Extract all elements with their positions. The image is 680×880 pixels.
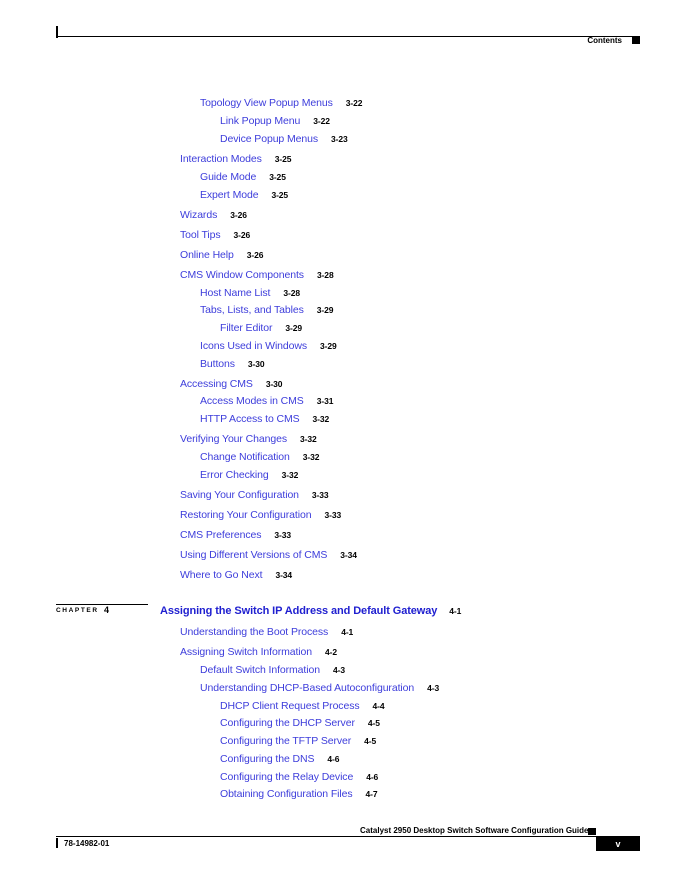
toc-entry-title: Verifying Your Changes xyxy=(180,433,287,445)
toc-entry-title: Wizards xyxy=(180,209,218,221)
toc-entry-page: 3-34 xyxy=(275,570,293,580)
toc-entry-page: 3-25 xyxy=(269,172,286,182)
chapter-rule xyxy=(56,604,148,605)
toc-entry-page: 4-5 xyxy=(367,718,380,728)
toc-entry-page: 3-32 xyxy=(302,452,320,462)
toc-entry-title: Filter Editor xyxy=(220,322,273,334)
toc-entry[interactable] xyxy=(180,229,250,241)
toc-entry-title: CMS Preferences xyxy=(180,529,262,541)
toc-entry[interactable] xyxy=(200,358,265,370)
toc-entry-page: 3-28 xyxy=(283,288,300,298)
toc-entry[interactable] xyxy=(180,269,334,281)
toc-entry-page: 3-22 xyxy=(313,116,330,126)
toc-entry-page: 3-30 xyxy=(265,379,283,389)
toc-entry-page: 3-26 xyxy=(230,210,247,220)
toc-entry-title: Understanding DHCP-Based Autoconfiguration xyxy=(200,682,415,694)
toc-entry-title: Interaction Modes xyxy=(180,153,262,165)
toc-entry-page: 4-4 xyxy=(372,701,385,711)
toc-entry-title: DHCP Client Request Process xyxy=(220,700,360,712)
toc-entry-page: 4-5 xyxy=(364,736,377,746)
toc-entry[interactable] xyxy=(200,469,298,481)
toc-entry[interactable] xyxy=(200,395,333,407)
toc-entry-page: 3-33 xyxy=(324,510,342,520)
toc-entry-title: Buttons xyxy=(200,358,235,370)
footer-doc-id: 78-14982-01 xyxy=(64,839,110,848)
toc-entry-page: 3-32 xyxy=(281,470,299,480)
toc-entry-page: 3-23 xyxy=(331,134,348,144)
toc-entry[interactable] xyxy=(220,133,348,145)
toc-entry-page: 3-29 xyxy=(320,341,337,351)
toc-entry-page: 4-3 xyxy=(332,665,345,675)
toc-entry-title: HTTP Access to CMS xyxy=(200,413,300,425)
toc-entry-page: 4-3 xyxy=(427,683,440,693)
toc-entry[interactable] xyxy=(200,664,345,676)
toc-entry-title: Where to Go Next xyxy=(180,569,263,581)
chapter-title-link[interactable] xyxy=(160,605,461,617)
footer-rule xyxy=(56,836,640,837)
toc-entry[interactable] xyxy=(200,682,439,694)
toc-entry[interactable] xyxy=(220,753,339,765)
toc-entry-title: Assigning Switch Information xyxy=(180,646,313,658)
chapter-page-number: 4-1 xyxy=(449,606,462,616)
toc-entry[interactable] xyxy=(220,735,376,747)
toc-entry-page: 3-31 xyxy=(316,396,334,406)
toc-entry[interactable] xyxy=(180,249,263,261)
toc-entry-page: 3-33 xyxy=(274,530,291,540)
toc-entry[interactable] xyxy=(180,378,282,390)
toc-entry-title: Guide Mode xyxy=(200,171,257,183)
toc-entry-page: 4-7 xyxy=(365,789,378,799)
toc-entry-title: Expert Mode xyxy=(200,189,259,201)
chapter-label: CHAPTER xyxy=(56,607,99,614)
toc-entry-page: 3-33 xyxy=(311,490,329,500)
toc-entry[interactable] xyxy=(200,413,329,425)
toc-entry-page: 3-28 xyxy=(316,270,334,280)
header-label: Contents xyxy=(587,36,622,45)
toc-entry-page: 4-2 xyxy=(325,647,338,657)
toc-entry[interactable] xyxy=(200,340,337,352)
toc-entry-title: Default Switch Information xyxy=(200,664,320,676)
toc-entry-page: 3-29 xyxy=(316,305,334,315)
toc-entry[interactable] xyxy=(180,529,291,541)
toc-entry-page: 3-25 xyxy=(271,190,289,200)
toc-entry[interactable] xyxy=(180,209,247,221)
toc-entry[interactable] xyxy=(180,549,357,561)
chapter-title-text: Assigning the Switch IP Address and Default Gateway xyxy=(160,605,438,617)
toc-entry-title: Understanding the Boot Process xyxy=(180,626,329,638)
toc-entry-page: 3-26 xyxy=(246,250,264,260)
footer-page-number: v xyxy=(596,837,640,851)
footer-tick xyxy=(56,838,58,848)
toc-entry[interactable] xyxy=(180,626,353,638)
toc-entry[interactable] xyxy=(180,509,341,521)
toc-entry-title: Host Name List xyxy=(200,287,271,299)
toc-entry[interactable] xyxy=(220,115,330,127)
toc-entry-title: Change Notification xyxy=(200,451,290,463)
toc-entry[interactable] xyxy=(180,569,292,581)
header-marker xyxy=(632,37,640,44)
toc-entry-page: 3-29 xyxy=(285,323,303,333)
toc-entry-page: 3-34 xyxy=(340,550,357,560)
toc-entry-title: Access Modes in CMS xyxy=(200,395,304,407)
toc-entry[interactable] xyxy=(180,489,329,501)
toc-entry-title: Obtaining Configuration Files xyxy=(220,788,353,800)
toc-entry-title: Configuring the TFTP Server xyxy=(220,735,352,747)
toc-entry[interactable] xyxy=(200,171,286,183)
toc-entry-title: Restoring Your Configuration xyxy=(180,509,312,521)
toc-entry-title: Configuring the DNS xyxy=(220,753,315,765)
toc-entry-page: 4-1 xyxy=(341,627,354,637)
toc-entry-title: Configuring the Relay Device xyxy=(220,771,354,783)
toc-entry[interactable] xyxy=(220,788,378,800)
toc-entry-title: Saving Your Configuration xyxy=(180,489,299,501)
toc-entry[interactable] xyxy=(200,97,362,109)
toc-entry[interactable] xyxy=(200,287,300,299)
toc-entry[interactable] xyxy=(220,700,385,712)
toc-entry[interactable] xyxy=(220,717,380,729)
footer-guide-title: Catalyst 2950 Desktop Switch Software Configuration Guide xyxy=(360,826,589,835)
toc-entry[interactable] xyxy=(220,322,302,334)
toc-entry-page: 3-26 xyxy=(233,230,251,240)
toc-entry-title: Link Popup Menu xyxy=(220,115,301,127)
toc-entry-page: 4-6 xyxy=(327,754,340,764)
toc-entry[interactable] xyxy=(200,304,333,316)
toc-entry[interactable] xyxy=(200,451,319,463)
toc-entry-page: 3-22 xyxy=(345,98,363,108)
toc-entry-title: Tabs, Lists, and Tables xyxy=(200,304,304,316)
toc-entry-title: Configuring the DHCP Server xyxy=(220,717,355,729)
toc-entry-title: CMS Window Components xyxy=(180,269,304,281)
toc-entry[interactable] xyxy=(180,433,317,445)
toc-entry[interactable] xyxy=(200,189,288,201)
toc-entry-title: Online Help xyxy=(180,249,234,261)
toc-entry-page: 3-32 xyxy=(312,414,330,424)
toc-entry-title: Accessing CMS xyxy=(180,378,253,390)
chapter-number: 4 xyxy=(104,605,110,615)
toc-entry[interactable] xyxy=(180,646,337,658)
toc-entry-page: 3-32 xyxy=(299,434,317,444)
toc-entry-title: Device Popup Menus xyxy=(220,133,319,145)
toc-entry-page: 3-25 xyxy=(274,154,292,164)
toc-entry-title: Error Checking xyxy=(200,469,269,481)
toc-entry[interactable] xyxy=(220,771,378,783)
toc-entry-page: 3-30 xyxy=(247,359,265,369)
toc-entry-title: Tool Tips xyxy=(180,229,221,241)
footer-marker xyxy=(588,828,596,835)
toc-entry[interactable] xyxy=(180,153,291,165)
toc-entry-title: Using Different Versions of CMS xyxy=(180,549,328,561)
toc-entry-title: Topology View Popup Menus xyxy=(200,97,333,109)
header-rule xyxy=(56,36,640,37)
toc-entry-title: Icons Used in Windows xyxy=(200,340,308,352)
toc-entry-page: 4-6 xyxy=(366,772,379,782)
